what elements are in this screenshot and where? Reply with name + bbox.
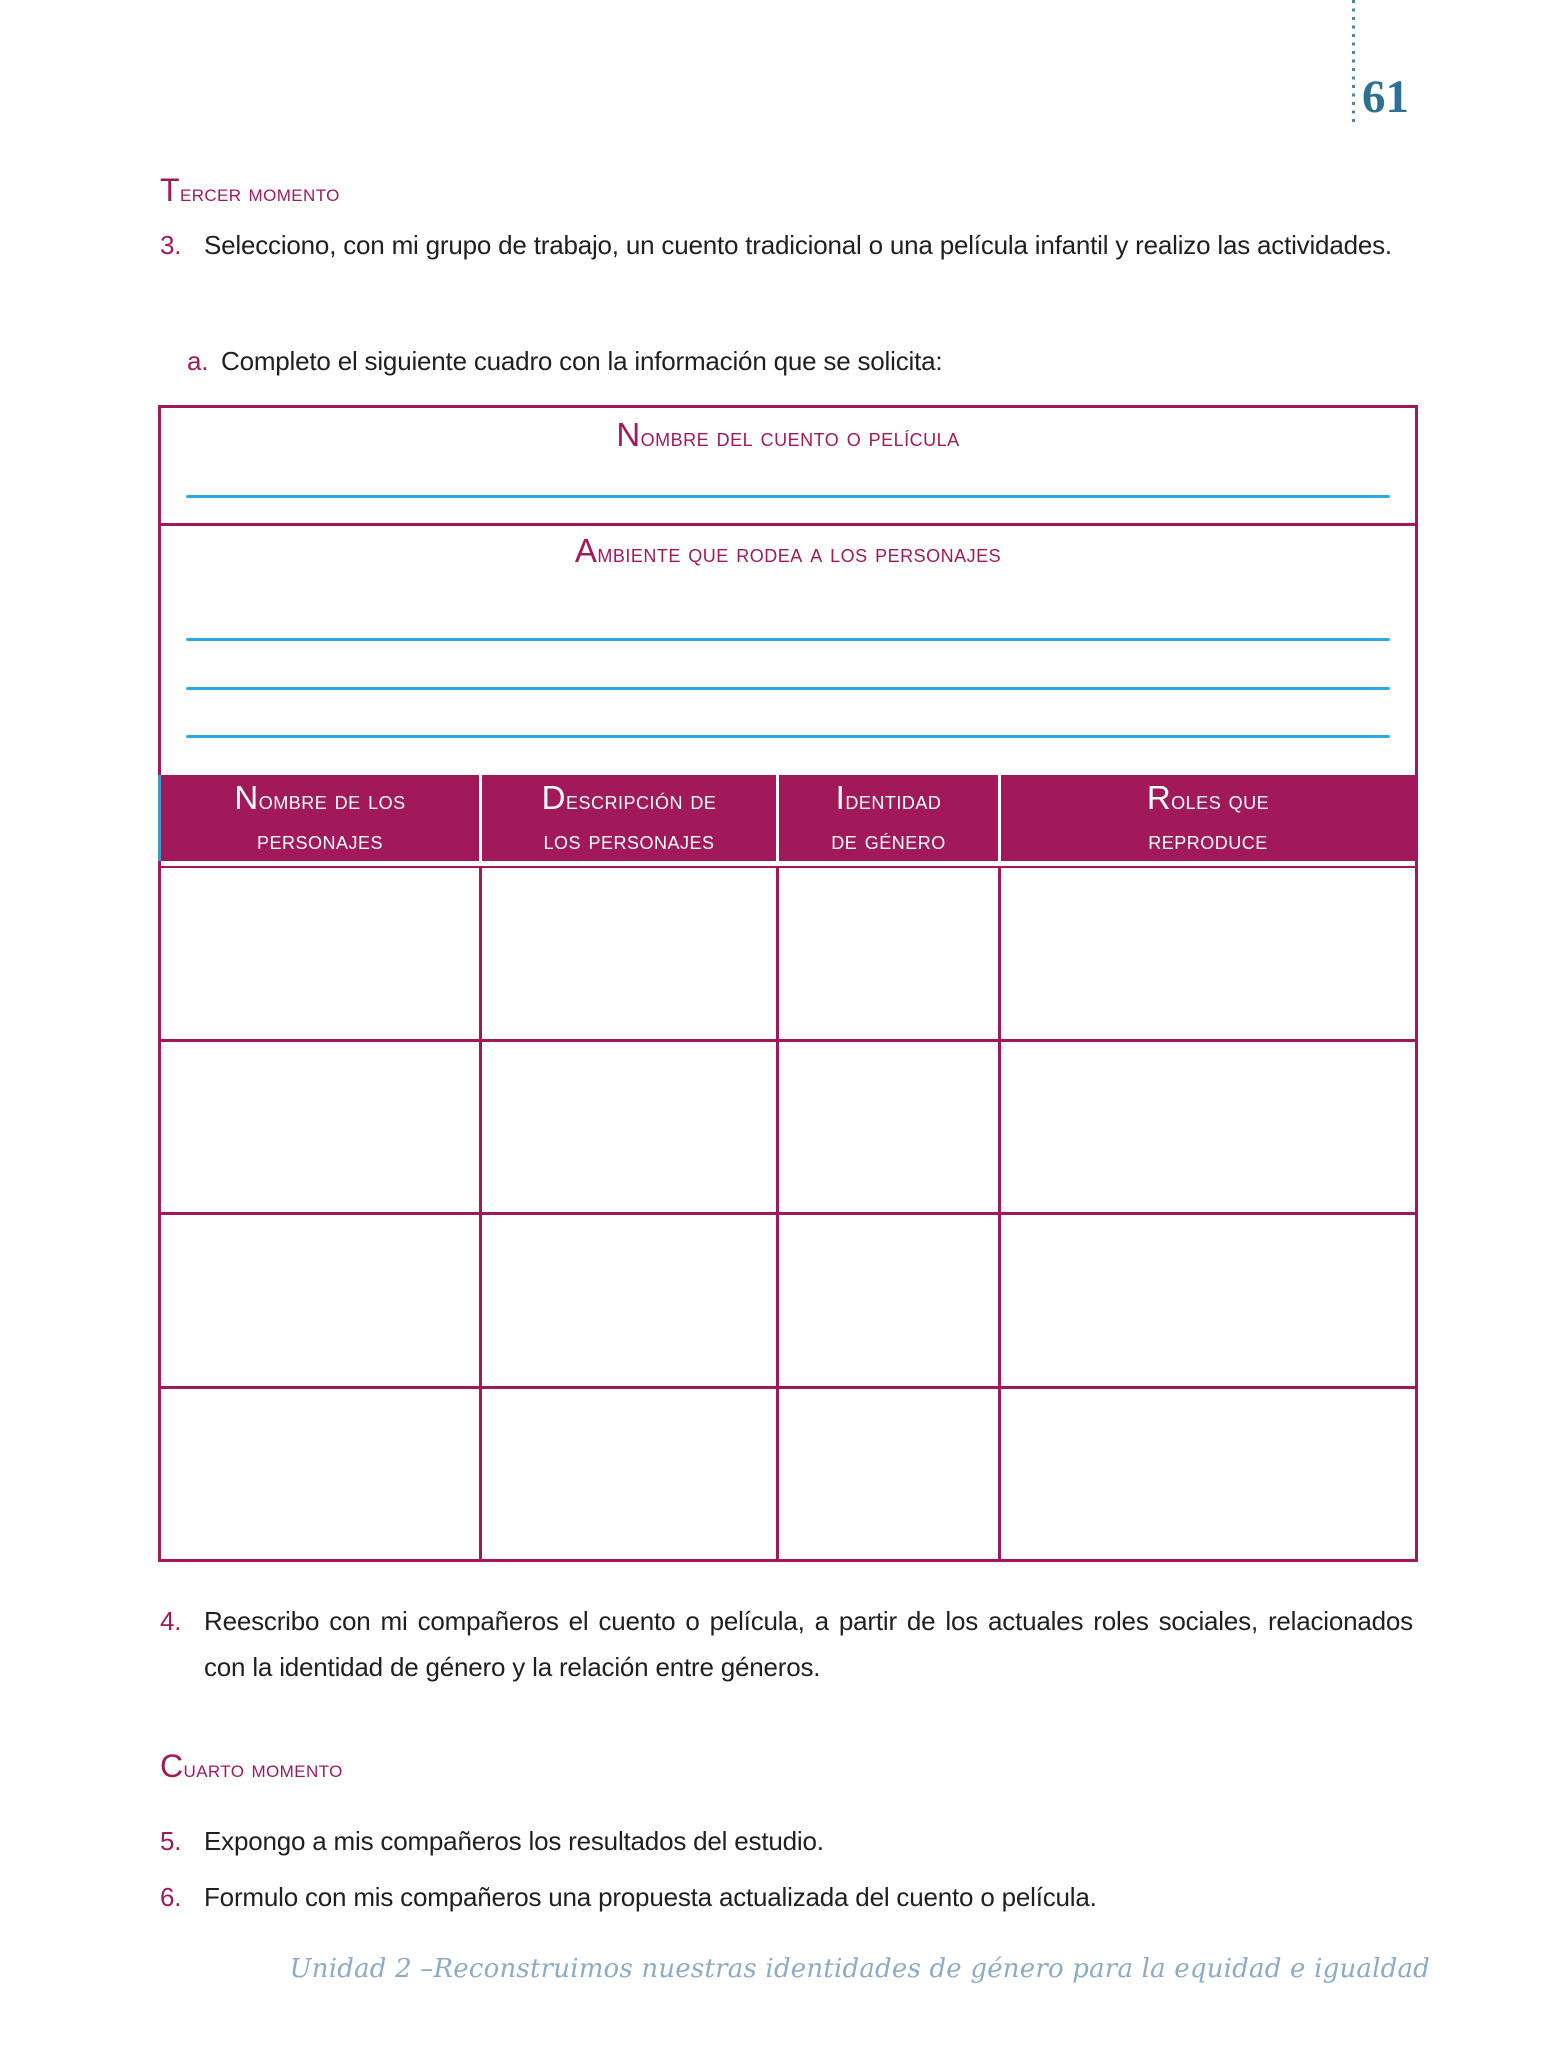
table-cell bbox=[161, 1389, 479, 1560]
page-number: 61 bbox=[1362, 71, 1409, 123]
column-header-line: los personajes bbox=[543, 827, 715, 855]
column-header-line: Identidad bbox=[835, 779, 942, 816]
table-cell bbox=[779, 1215, 998, 1386]
footer-unit-title: Unidad 2 –Reconstruimos nuestras identidades de género para la equidad e igualdad bbox=[289, 1954, 1430, 1984]
column-header-line: Roles que bbox=[1146, 779, 1270, 816]
column-header-line: reproduce bbox=[1148, 827, 1268, 855]
column-header-line: Nombre de los bbox=[234, 779, 406, 816]
table-body-grid bbox=[161, 866, 1415, 1559]
table-cell bbox=[1001, 1042, 1415, 1213]
item-5 bbox=[160, 1818, 1413, 1864]
worksheet-table bbox=[158, 405, 1418, 1562]
table-cell bbox=[779, 1042, 998, 1213]
heading-tercer-momento: Tercer momento bbox=[160, 172, 340, 208]
write-line bbox=[186, 735, 1390, 738]
column-header-line: Descripción de bbox=[541, 779, 717, 816]
table-section-nombre-cuento bbox=[161, 408, 1415, 526]
table-cell bbox=[482, 1215, 776, 1386]
column-header-line: personajes bbox=[256, 827, 384, 855]
table-cell bbox=[482, 1042, 776, 1213]
item-4-text: Reescribo con mi compañeros el cuento o película, a partir de los actuales roles sociales, relacionados con la identidad de género y la relación entre géneros. bbox=[204, 1606, 1413, 1682]
table-cell bbox=[161, 1042, 479, 1213]
table-header-row bbox=[161, 775, 1415, 861]
margin-dotted-rule bbox=[1352, 0, 1355, 127]
table-cell bbox=[779, 1389, 998, 1560]
write-line bbox=[186, 495, 1390, 498]
column-header-descripcion bbox=[482, 775, 776, 861]
table-cell bbox=[779, 868, 998, 1039]
item-5-number: 5. bbox=[160, 1826, 182, 1856]
column-header-identidad bbox=[779, 775, 998, 861]
column-header-nombre-personajes bbox=[161, 775, 479, 861]
table-cell bbox=[161, 1215, 479, 1386]
column-header-roles bbox=[1001, 775, 1415, 861]
item-3-text: Selecciono, con mi grupo de trabajo, un cuento tradicional o una película infantil y realizo las actividades. bbox=[204, 230, 1392, 260]
item-6-text: Formulo con mis compañeros una propuesta actualizada del cuento o película. bbox=[204, 1882, 1097, 1912]
table-title-ambiente: Ambiente que rodea a los personajes bbox=[574, 532, 1002, 569]
table-cell bbox=[482, 1389, 776, 1560]
item-4-number: 4. bbox=[160, 1606, 182, 1636]
table-cell bbox=[1001, 868, 1415, 1039]
item-3 bbox=[160, 222, 1413, 268]
column-header-line: de género bbox=[831, 827, 946, 855]
item-a bbox=[187, 338, 1413, 384]
item-6-number: 6. bbox=[160, 1882, 182, 1912]
item-a-number: a. bbox=[187, 346, 209, 376]
table-cell bbox=[482, 868, 776, 1039]
table-cell bbox=[1001, 1389, 1415, 1560]
item-4 bbox=[160, 1598, 1413, 1690]
header-blue-edge bbox=[158, 775, 161, 861]
table-cell bbox=[161, 868, 479, 1039]
table-cell bbox=[1001, 1215, 1415, 1386]
item-a-text: Completo el siguiente cuadro con la información que se solicita: bbox=[221, 346, 943, 376]
table-section-ambiente bbox=[161, 526, 1415, 775]
write-line bbox=[186, 638, 1390, 641]
item-3-number: 3. bbox=[160, 230, 182, 260]
heading-cuarto-momento: Cuarto momento bbox=[160, 1748, 343, 1784]
table-title-nombre-cuento: Nombre del cuento o película bbox=[616, 416, 960, 453]
item-6 bbox=[160, 1874, 1413, 1920]
item-5-text: Expongo a mis compañeros los resultados del estudio. bbox=[204, 1826, 824, 1856]
write-line bbox=[186, 687, 1390, 690]
